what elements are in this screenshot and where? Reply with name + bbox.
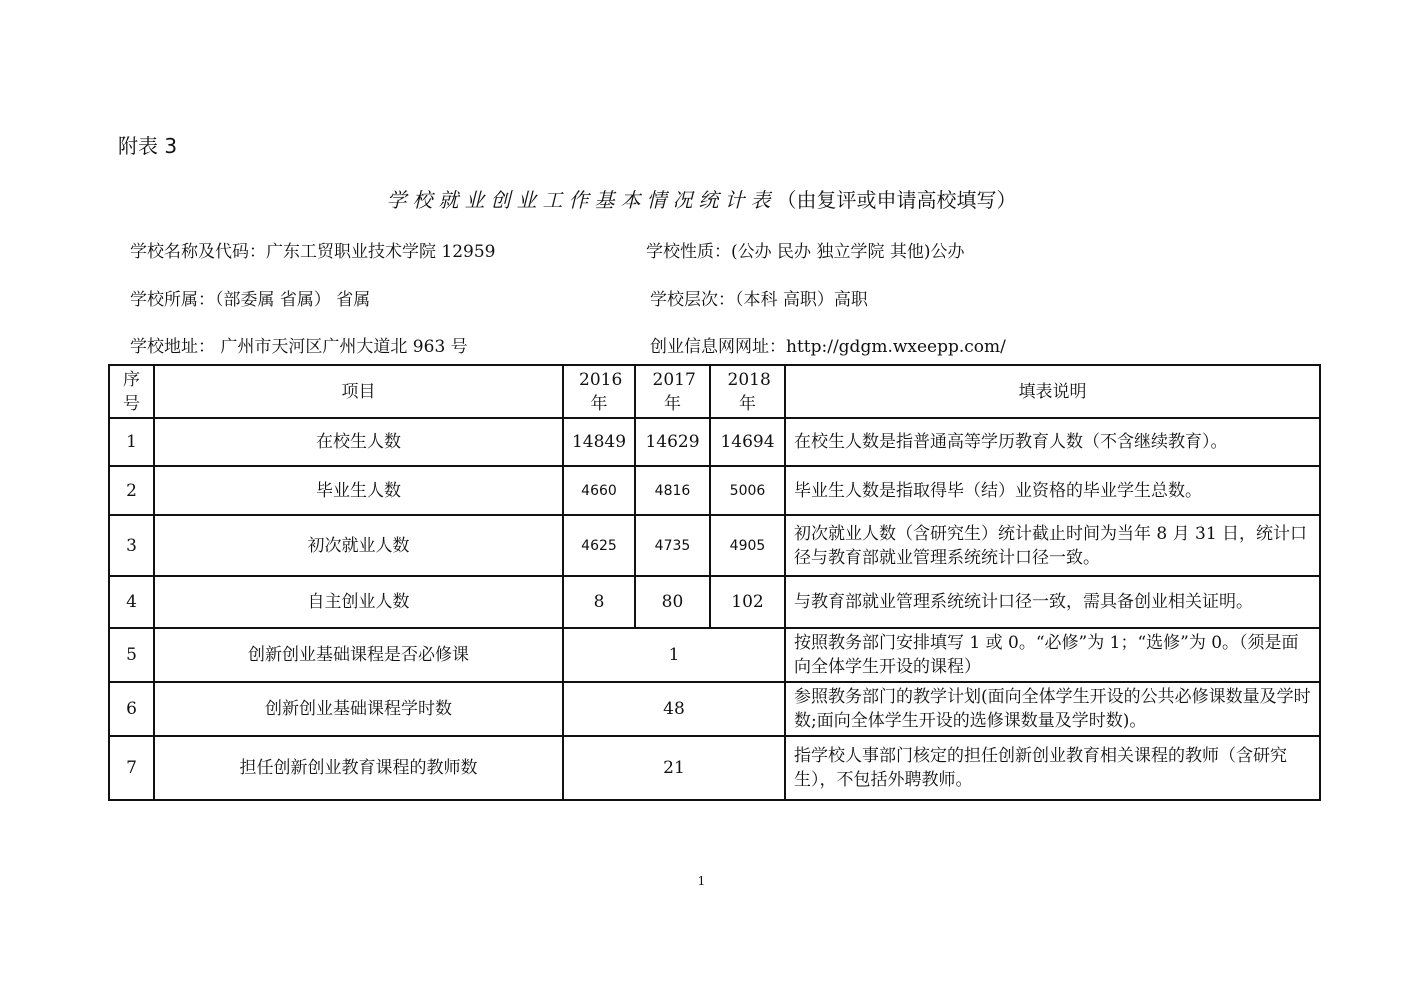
row-item: 担任创新创业教育课程的教师数 — [154, 736, 563, 800]
row-2018: 14694 — [710, 418, 785, 466]
row-2018: 5006 — [710, 466, 785, 515]
row-2017: 4735 — [635, 515, 710, 576]
row-desc: 按照教务部门安排填写 1 或 0。“必修”为 1；“选修”为 0。（须是面向全体学生开设的课程） — [785, 628, 1320, 682]
school-website: 创业信息网网址：http://gdgm.wxeepp.com/ — [650, 337, 1006, 357]
row-desc: 参照教务部门的教学计划(面向全体学生开设的公共必修课数量及学时数;面向全体学生开设的选修课数量及学时数)。 — [785, 682, 1320, 736]
school-nature: 学校性质：(公办 民办 独立学院 其他)公办 — [646, 242, 965, 262]
header-2017: 2017年 — [635, 365, 710, 418]
row-2016: 4660 — [563, 466, 635, 515]
row-2016: 8 — [563, 576, 635, 628]
row-desc: 初次就业人数（含研究生）统计截止时间为当年 8 月 31 日，统计口径与教育部就业管理系统统计口径一致。 — [785, 515, 1320, 576]
header-2018: 2018年 — [710, 365, 785, 418]
row-item: 创新创业基础课程学时数 — [154, 682, 563, 736]
header-2016: 2016年 — [563, 365, 635, 418]
row-no: 2 — [109, 466, 154, 515]
table-row — [109, 736, 1320, 800]
table-row — [109, 576, 1320, 628]
table-row — [109, 466, 1320, 515]
row-2017: 14629 — [635, 418, 710, 466]
school-level: 学校层次：（本科 高职）高职 — [650, 290, 868, 310]
row-item: 毕业生人数 — [154, 466, 563, 515]
title-main: 学校就业创业工作基本情况统计表 — [386, 188, 777, 212]
school-name-code: 学校名称及代码：广东工贸职业技术学院 12959 — [130, 242, 496, 262]
row-no: 1 — [109, 418, 154, 466]
row-2018: 102 — [710, 576, 785, 628]
annex-label: 附表 3 — [118, 134, 178, 158]
table-row — [109, 515, 1320, 576]
header-desc: 填表说明 — [785, 365, 1320, 418]
row-desc: 毕业生人数是指取得毕（结）业资格的毕业学生总数。 — [785, 466, 1320, 515]
row-no: 6 — [109, 682, 154, 736]
header-item: 项目 — [154, 365, 563, 418]
row-desc: 与教育部就业管理系统统计口径一致，需具备创业相关证明。 — [785, 576, 1320, 628]
table-header-row — [109, 365, 1320, 418]
row-item: 自主创业人数 — [154, 576, 563, 628]
table-row — [109, 628, 1320, 682]
row-desc: 在校生人数是指普通高等学历教育人数（不含继续教育）。 — [785, 418, 1320, 466]
row-2016: 4625 — [563, 515, 635, 576]
row-2016: 14849 — [563, 418, 635, 466]
row-2018: 4905 — [710, 515, 785, 576]
row-2017: 4816 — [635, 466, 710, 515]
page-number: 1 — [697, 874, 706, 888]
row-value: 1 — [563, 628, 785, 682]
row-value: 21 — [563, 736, 785, 800]
table-row — [109, 682, 1320, 736]
row-2017: 80 — [635, 576, 710, 628]
row-value: 48 — [563, 682, 785, 736]
school-address: 学校地址： 广州市天河区广州大道北 963 号 — [130, 337, 468, 357]
table-row — [109, 418, 1320, 466]
row-item: 初次就业人数 — [154, 515, 563, 576]
row-desc: 指学校人事部门核定的担任创新创业教育相关课程的教师（含研究生），不包括外聘教师。 — [785, 736, 1320, 800]
row-no: 3 — [109, 515, 154, 576]
row-item: 在校生人数 — [154, 418, 563, 466]
document-title — [0, 184, 1403, 213]
row-no: 4 — [109, 576, 154, 628]
header-no: 序号 — [109, 365, 154, 418]
row-no: 5 — [109, 628, 154, 682]
row-item: 创新创业基础课程是否必修课 — [154, 628, 563, 682]
title-note: （由复评或申请高校填写） — [776, 188, 1017, 212]
row-no: 7 — [109, 736, 154, 800]
school-affiliation: 学校所属：（部委属 省属） 省属 — [130, 290, 371, 310]
statistics-table — [108, 364, 1321, 801]
